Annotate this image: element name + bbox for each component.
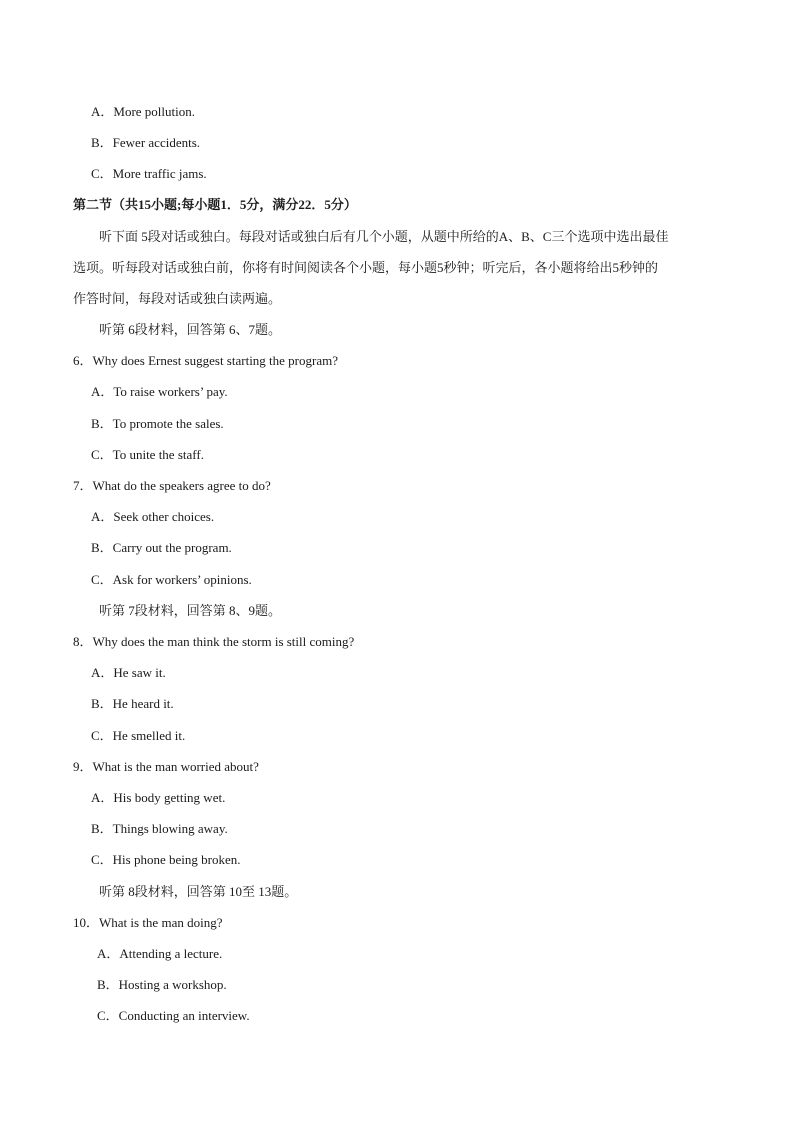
listen-note: 听第 7段材料，回答第 8、9题。 (99, 603, 282, 618)
option-a: A．More pollution. (91, 104, 195, 119)
option-c: C．His phone being broken. (91, 852, 241, 867)
option-b: B．Hosting a workshop. (97, 977, 227, 992)
question-stem: 8．Why does the man think the storm is still coming? (73, 634, 355, 649)
section-heading: 第二节（共15小题;每小题1．5分，满分22．5分） (73, 197, 357, 212)
option-a: A．He saw it. (91, 665, 166, 680)
instructions-line: 作答时间，每段对话或独白读两遍。 (73, 291, 282, 306)
option-a: A．To raise workers’ pay. (91, 384, 228, 399)
option-b: B．He heard it. (91, 696, 174, 711)
option-c: C．More traffic jams. (91, 166, 207, 181)
option-b: B．Carry out the program. (91, 540, 232, 555)
question-stem: 6．Why does Ernest suggest starting the program? (73, 353, 338, 368)
option-a: A．Attending a lecture. (97, 946, 223, 961)
instructions-line: 听下面 5段对话或独白。每段对话或独白后有几个小题，从题中所给的A、B、C三个选项中选出最佳 (99, 229, 669, 244)
option-b: B．To promote the sales. (91, 416, 224, 431)
question-stem: 10．What is the man doing? (73, 915, 223, 930)
option-b: B．Things blowing away. (91, 821, 228, 836)
option-a: A．Seek other choices. (91, 509, 215, 524)
question-stem: 7．What do the speakers agree to do? (73, 478, 271, 493)
option-c: C．To unite the staff. (91, 447, 204, 462)
listen-note: 听第 6段材料，回答第 6、7题。 (99, 322, 282, 337)
listen-note: 听第 8段材料，回答第 10至 13题。 (99, 884, 298, 899)
option-c: C．Conducting an interview. (97, 1008, 250, 1023)
option-c: C．He smelled it. (91, 728, 186, 743)
option-a: A．His body getting wet. (91, 790, 226, 805)
option-c: C．Ask for workers’ opinions. (91, 572, 252, 587)
question-stem: 9．What is the man worried about? (73, 759, 259, 774)
instructions-line: 选项。听每段对话或独白前，你将有时间阅读各个小题，每小题5秒钟；听完后，各小题将给出5秒钟的 (73, 260, 659, 275)
option-b: B．Fewer accidents. (91, 135, 201, 150)
